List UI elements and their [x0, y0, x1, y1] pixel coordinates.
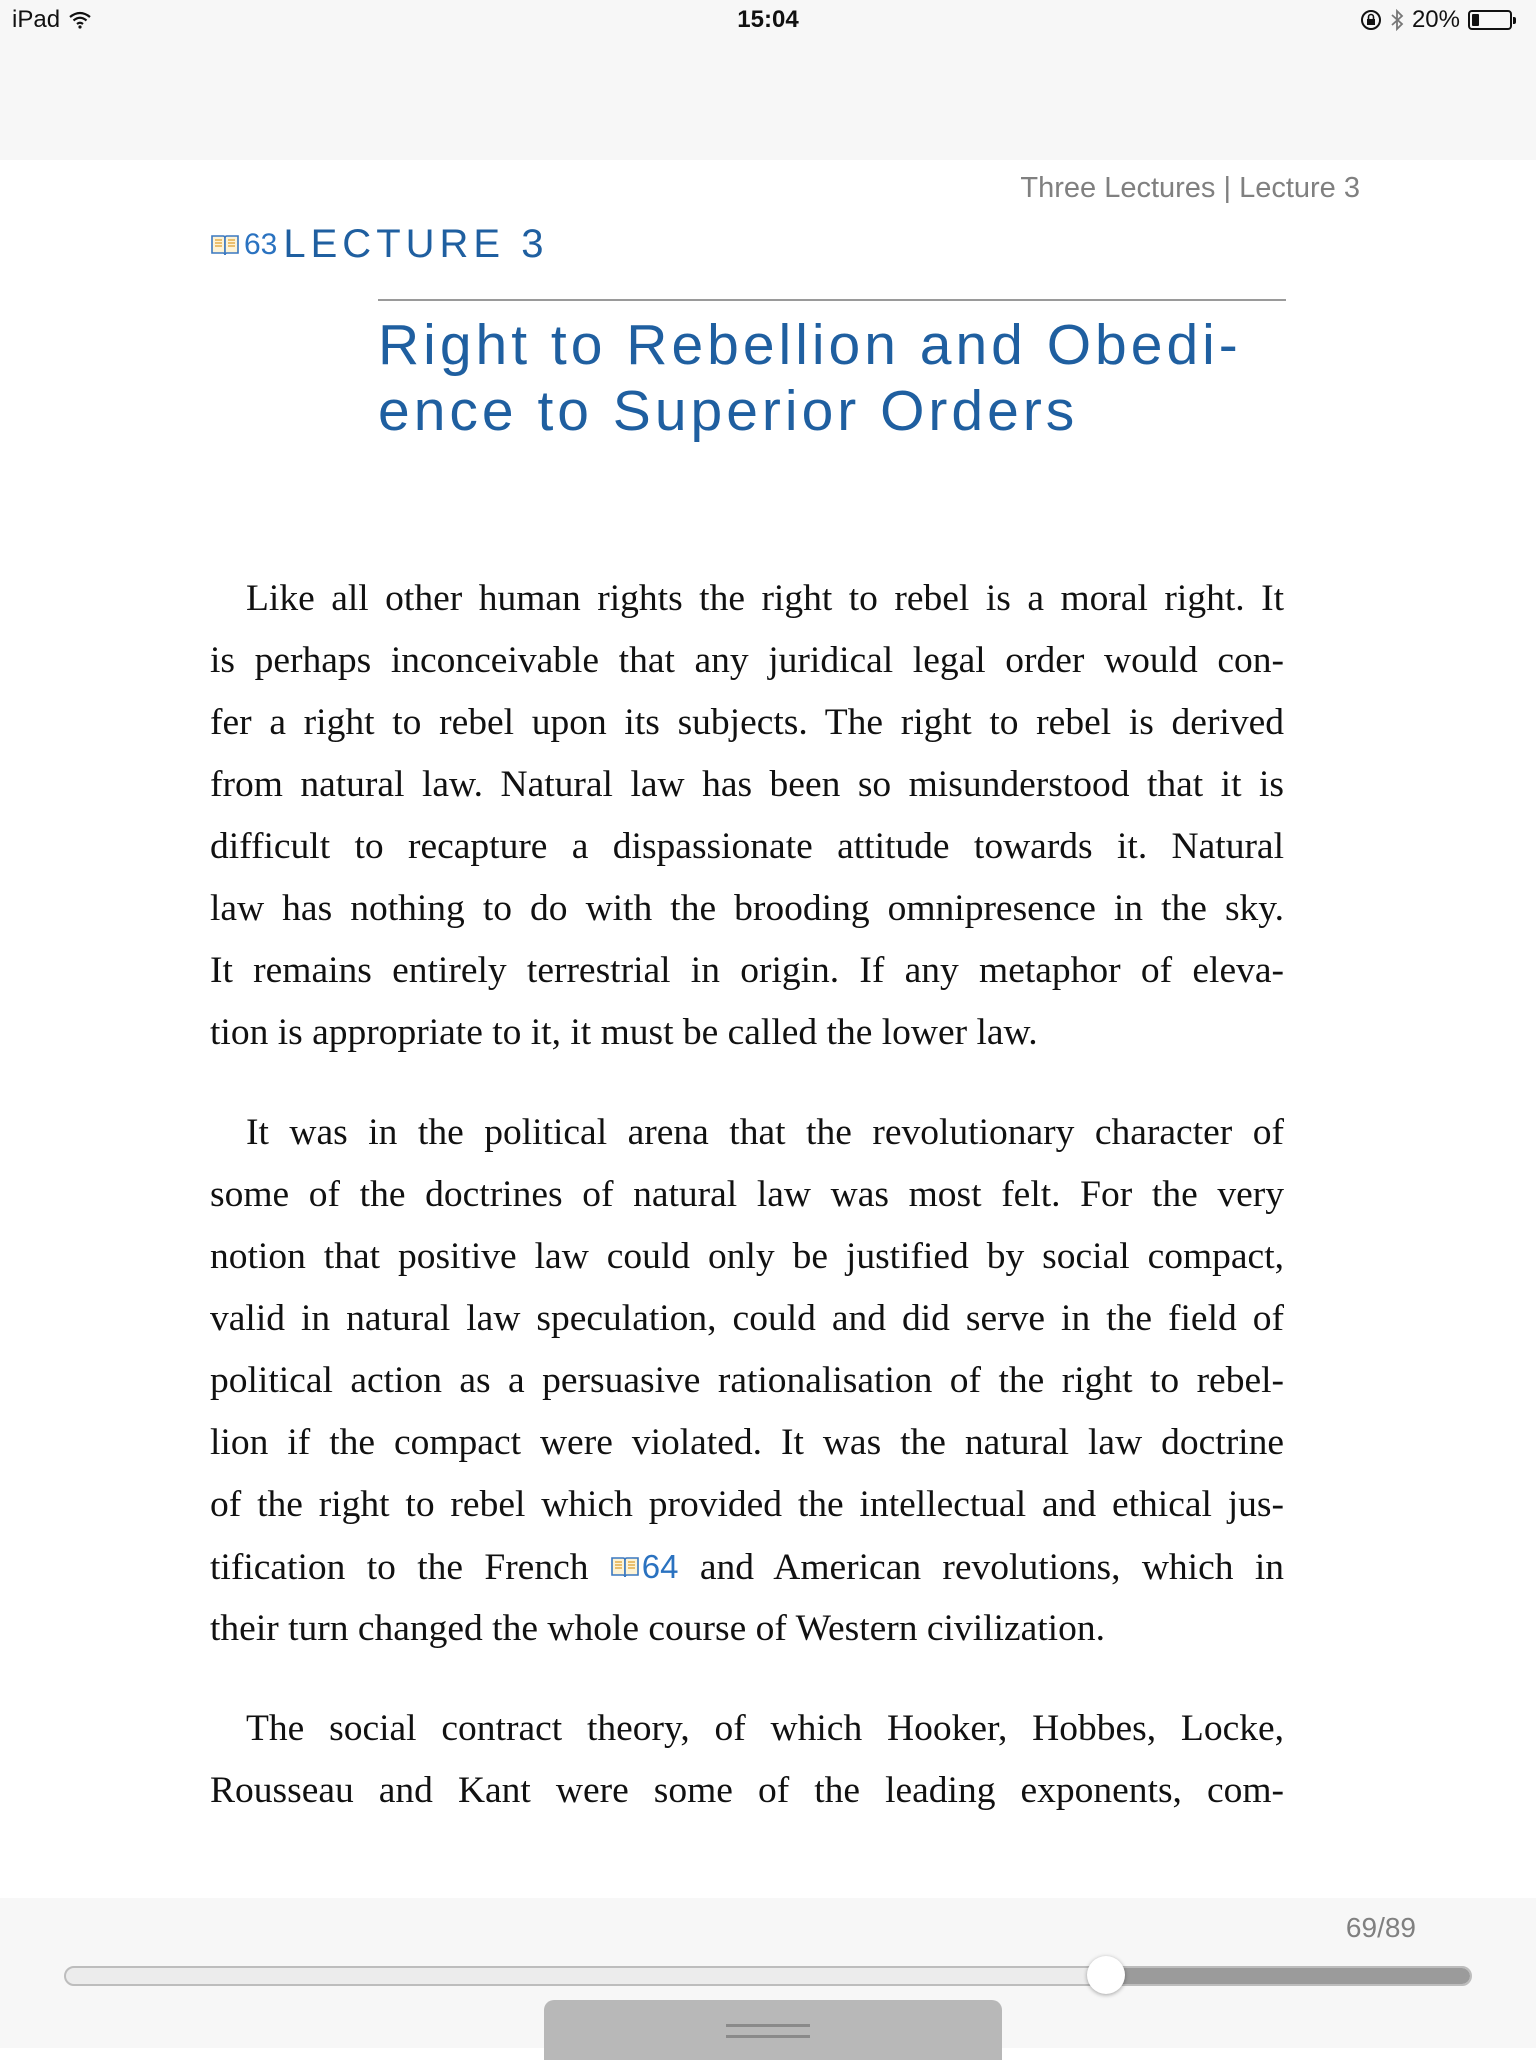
- grip-icon: [726, 2024, 810, 2038]
- text-line: valid in natural law speculation, could and did serve in the field of: [210, 1298, 1284, 1339]
- page-count: 69/89: [1345, 1912, 1416, 1943]
- text-line: difficult to recapture a dispassionate attitude towards it. Natural: [210, 826, 1284, 867]
- status-bar: [0, 0, 1536, 40]
- text-line: lion if the compact were violated. It was the natural law doctrine: [210, 1422, 1284, 1463]
- text-line: of the right to rebel which provided the intellectual and ethical jus-: [210, 1484, 1284, 1525]
- text-line: from natural law. Natural law has been so misunderstood that it is: [210, 764, 1284, 805]
- status-time: 15:04: [737, 6, 799, 33]
- paragraph: [210, 1698, 1284, 1822]
- book-icon: [610, 1555, 640, 1579]
- device-name: iPad: [12, 6, 61, 33]
- text-line: law has nothing to do with the brooding omnipresence in the sky.: [210, 888, 1284, 929]
- text-fragment: and American revolutions, which in: [699, 1547, 1284, 1588]
- book-body-text[interactable]: [210, 568, 1284, 1860]
- text-line: their turn changed the whole course of Western civilization.: [210, 1608, 1105, 1649]
- drawer-handle[interactable]: [544, 2000, 1002, 2060]
- page-scrubber-thumb[interactable]: [1087, 1956, 1125, 1994]
- text-line: notion that positive law could only be justified by social compact,: [210, 1236, 1284, 1277]
- text-line: The social contract theory, of which Hooker, Hobbes, Locke,: [246, 1708, 1284, 1749]
- paragraph: [210, 568, 1284, 1064]
- chapter-title-line: Right to Rebellion and Obedi-: [378, 313, 1242, 377]
- page-scrubber-track[interactable]: [64, 1966, 1472, 1986]
- text-line-with-marker: [210, 1536, 1284, 1598]
- status-right: [1360, 6, 1512, 34]
- text-line: some of the doctrines of natural law was most felt. For the very: [210, 1174, 1284, 1215]
- text-line: fer a right to rebel upon its subjects. The right to rebel is derived: [210, 702, 1284, 743]
- text-line: tion is appropriate to it, it must be called the lower law.: [210, 1012, 1038, 1053]
- text-line: political action as a persuasive rationalisation of the right to rebel-: [210, 1360, 1284, 1401]
- text-line: Rousseau and Kant were some of the leading exponents, com-: [210, 1770, 1284, 1811]
- running-header: Three Lectures | Lecture 3: [1020, 172, 1360, 204]
- text-line: is perhaps inconceivable that any juridical legal order would con-: [210, 640, 1284, 681]
- title-rule: [378, 299, 1286, 301]
- rotation-lock-icon: [1360, 9, 1382, 31]
- text-fragment: tification to the French: [210, 1547, 589, 1588]
- battery-percent: 20%: [1411, 6, 1460, 33]
- battery-icon: [1468, 10, 1512, 30]
- bluetooth-icon: [1390, 9, 1404, 31]
- chapter-title-line: ence to Superior Orders: [378, 379, 1079, 443]
- paragraph: [210, 1102, 1284, 1660]
- chapter-title: [378, 312, 1308, 444]
- page-marker-number: 64: [641, 1548, 679, 1585]
- status-left: [12, 6, 92, 34]
- book-icon[interactable]: [210, 233, 240, 257]
- inline-page-marker[interactable]: [610, 1536, 679, 1598]
- text-line: Like all other human rights the right to rebel is a moral right. It: [246, 578, 1284, 619]
- chapter-heading: [210, 222, 548, 267]
- page-scrubber-remaining: [1108, 1968, 1470, 1984]
- text-line: It was in the political arena that the revolutionary character of: [246, 1112, 1284, 1153]
- chapter-label: LECTURE 3: [283, 222, 549, 266]
- page-marker-number[interactable]: 63: [244, 227, 278, 261]
- wifi-icon: [68, 11, 92, 29]
- battery-fill: [1472, 14, 1479, 26]
- text-line: It remains entirely terrestrial in origin. If any metaphor of eleva-: [210, 950, 1284, 991]
